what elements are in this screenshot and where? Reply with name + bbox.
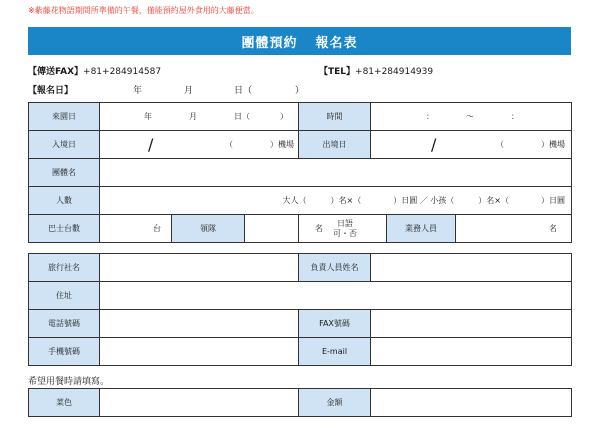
- form-title: 團體預約: [241, 35, 298, 51]
- staff-field[interactable]: [456, 215, 572, 243]
- phone-label: 電話號碼: [29, 310, 100, 338]
- exit-slash: /: [431, 135, 437, 154]
- form-title-bar: [28, 27, 571, 55]
- apply-date-label: 【報名日】: [28, 86, 74, 96]
- visit-date-field[interactable]: [100, 103, 299, 131]
- address-label: 住址: [29, 282, 100, 310]
- entry-paren: （: [225, 140, 233, 149]
- staff-unit: 名: [549, 224, 558, 233]
- visit-year: 年: [144, 112, 152, 121]
- headcount-field[interactable]: [100, 187, 572, 215]
- menu-field[interactable]: [100, 389, 299, 417]
- reservation-table: [28, 102, 572, 243]
- email-label: E-mail: [299, 338, 371, 366]
- tel-number: +81+284914939: [355, 67, 434, 77]
- apply-year: 年: [133, 86, 143, 96]
- agency-table: [28, 253, 572, 366]
- menu-label: 菜色: [29, 389, 100, 417]
- visit-day: 日（: [234, 112, 250, 121]
- exit-date-label: 出境日: [299, 131, 371, 159]
- time-colon-end: ：: [511, 112, 519, 121]
- bus-count-label: 巴士台數: [29, 215, 100, 243]
- entry-airport: ）機場: [270, 140, 294, 149]
- japanese-cell[interactable]: [299, 215, 387, 243]
- visit-close: ）: [280, 112, 288, 121]
- group-name-label: 團體名: [29, 159, 100, 187]
- leader-field[interactable]: [245, 215, 298, 242]
- staff-label: 業務人員: [387, 215, 456, 243]
- time-colon-start: ：: [426, 112, 434, 121]
- phone-field[interactable]: [100, 310, 299, 338]
- japanese-label: 日語: [337, 218, 353, 228]
- headcount-text: 大人（ ）名×（ ）日圓 ／ 小孩（ ）名×（ ）日圓: [282, 196, 566, 205]
- mobile-label: 手機號碼: [29, 338, 100, 366]
- bus-unit: 台: [153, 224, 161, 233]
- apply-close: ）: [295, 86, 305, 96]
- exit-date-field[interactable]: [371, 131, 572, 159]
- address-field[interactable]: [100, 282, 572, 310]
- headcount-label: 人數: [29, 187, 100, 215]
- person-in-charge-label: 負責人員姓名: [299, 254, 371, 282]
- leader-label: 領隊: [172, 215, 245, 242]
- mobile-field[interactable]: [100, 338, 299, 366]
- email-field[interactable]: [371, 338, 572, 366]
- agency-label: 旅行社名: [29, 254, 100, 282]
- entry-date-label: 入境日: [29, 131, 100, 159]
- tel-line: [319, 64, 433, 77]
- visit-month: 月: [189, 112, 197, 121]
- visit-date-label: 來園日: [29, 103, 100, 131]
- exit-paren: （: [496, 140, 504, 149]
- fax-number-field[interactable]: [371, 310, 572, 338]
- fax-number: +81+284914587: [83, 67, 162, 77]
- exit-airport: ）機場: [541, 140, 565, 149]
- group-name-field[interactable]: [100, 159, 572, 187]
- form-subtitle: 報名表: [315, 35, 358, 51]
- entry-date-field[interactable]: [100, 131, 299, 159]
- bus-count-field[interactable]: [100, 215, 172, 243]
- person-in-charge-field[interactable]: [371, 254, 572, 282]
- amount-field[interactable]: [371, 389, 572, 417]
- apply-day: 日（: [234, 86, 253, 96]
- meal-note: 希望用餐時請填寫。: [28, 377, 110, 387]
- agency-field[interactable]: [100, 254, 299, 282]
- meal-table: [28, 388, 572, 417]
- tel-label: 【TEL】: [319, 67, 356, 77]
- amount-label: 金額: [299, 389, 371, 417]
- japanese-options: 可・否: [333, 228, 357, 238]
- fax-number-label: FAX號碼: [299, 310, 371, 338]
- leader-unit: 名: [315, 224, 323, 233]
- apply-month: 月: [184, 86, 194, 96]
- fax-label: 【傳送FAX】: [28, 67, 84, 77]
- time-tilde: ～: [466, 112, 474, 121]
- time-field[interactable]: [371, 103, 572, 131]
- time-label: 時間: [299, 103, 371, 131]
- apply-date-line: [28, 83, 328, 96]
- fax-line: [28, 64, 161, 77]
- leader-cell: [172, 215, 299, 243]
- notice-text: ※紫藤花物語期間所準備的午餐，僅能預約屋外食用的大藤便當。: [28, 6, 259, 15]
- entry-slash: /: [148, 135, 154, 154]
